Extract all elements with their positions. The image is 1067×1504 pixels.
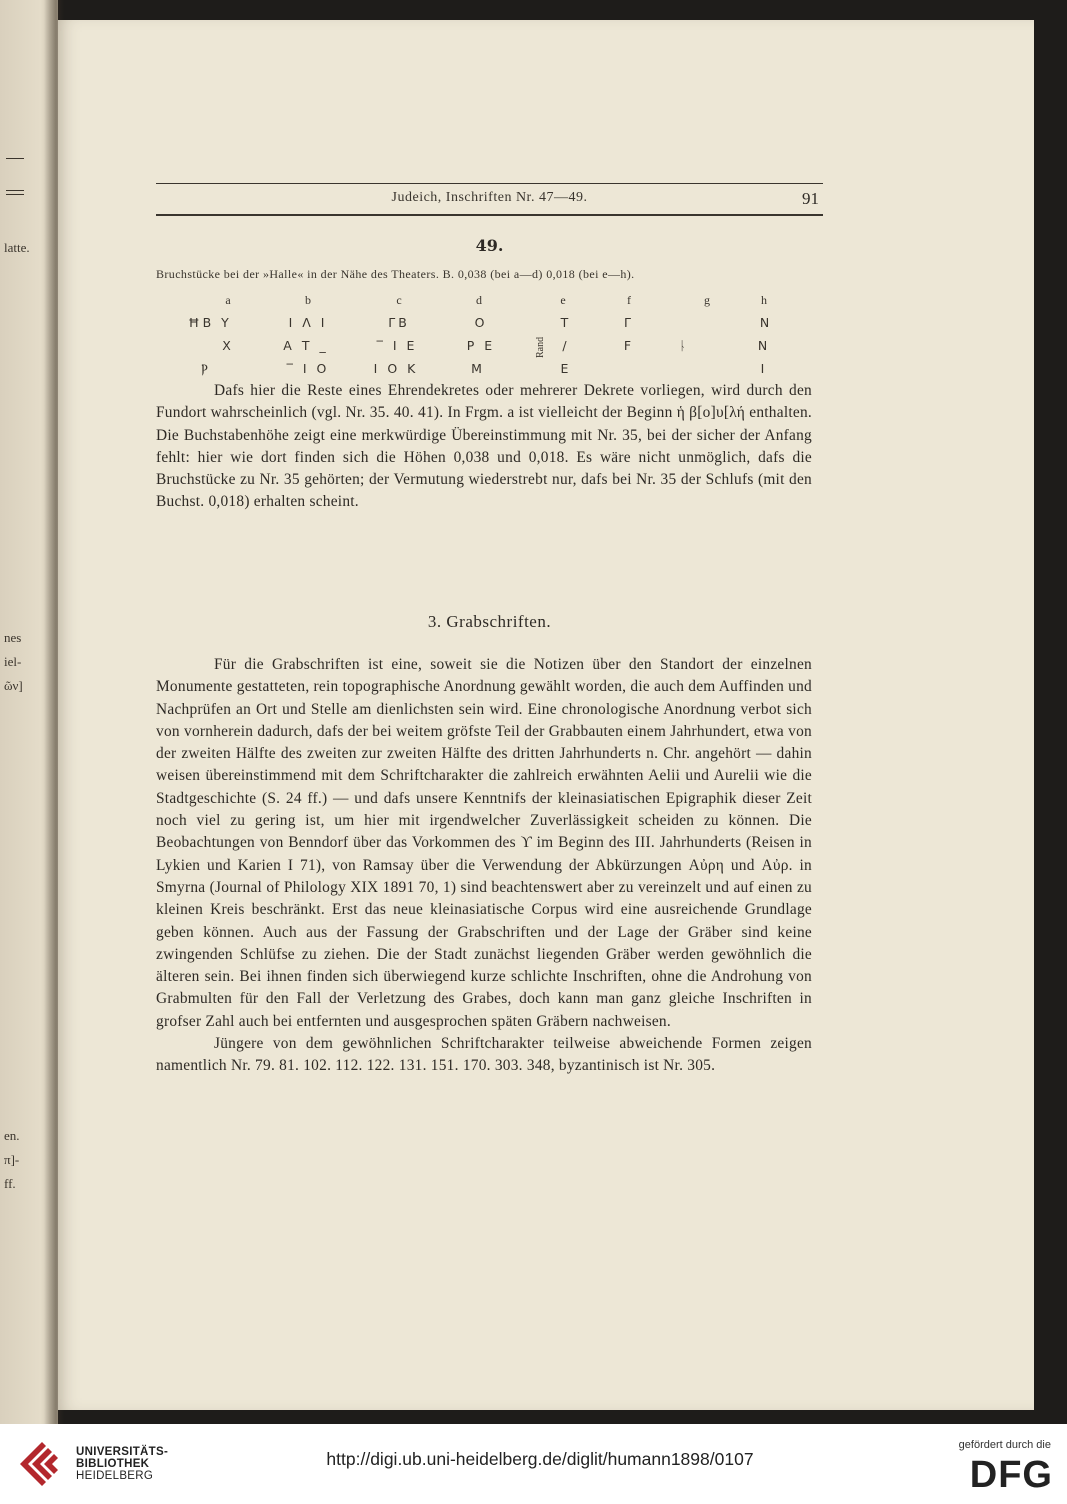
glyph-row-3 [156,361,823,381]
library-line: HEIDELBERG [76,1470,154,1482]
edge-rule [6,194,24,195]
section-title: 3. Grabschriften. [427,612,552,631]
paragraph-text: Dafs hier die Reste eines Ehrendekretes oder mehrerer Dekrete vorliegen, wird durch den Fundort wahrscheinlich (vgl. Nr. 35. 40. 41). In Frgm. a ist vielleicht der Beginn ἡ β[ο]υ[λή enthalten. Die Buchstabenhöhe zeigt eine merkwürdige Übereinstimmung mit Nr. 35, bei der sicher der Anfang fehlt: hier wie dort finden sich die Höhen 0,038 und 0,018. Es wäre nicht unmöglich, dafs die Bruchstücke zu Nr. 35 gehörten; der Vermutung wiederstrebt nur, dafs bei Nr. 35 der Schlufs (mit den Buchst. 0,018) erhalten scheint. [156,382,812,511]
paragraph-commentary [156,380,812,514]
glyph-row-1 [156,315,823,335]
glyph-cell: Γ [624,315,634,330]
fragment-label: g [704,293,710,307]
glyph-cell: I O K [373,361,419,376]
inscription-description: Bruchstücke bei der »Halle« in der Nähe des Theaters. B. 0,038 (bei a—d) 0,018 (bei e—h). [156,267,635,281]
edge-word: en. [4,1128,20,1143]
glyph-cell: O [474,315,488,330]
glyph-cell: ĦB Y [188,315,232,330]
funding-note: gefördert durch die [958,1439,1051,1451]
glyph-cell: F [623,338,635,353]
edge-word: ff. [4,1176,16,1191]
glyph-cell: ‾ I Ο [286,361,330,376]
library-line: UNIVERSITÄTS- [76,1446,169,1458]
edge-rule [6,190,24,191]
edge-word: latte. [4,240,30,255]
glyph-cell: P E [466,338,496,353]
glyph-cell: ‾ I Ε [376,338,418,353]
glyph-row-2 [156,338,823,358]
running-head-title: Judeich, Inschriften Nr. 47—49. [391,190,588,205]
glyph-cell: Ⲣ [201,361,211,376]
glyph-cell: ΓB [388,315,410,330]
glyph-cell: N [757,338,771,353]
fragment-label: c [396,293,402,307]
inscription-number: 49. [475,236,504,255]
glyph-cell: T [560,315,572,330]
university-logo-icon [18,1438,66,1490]
fragment-labels [156,293,823,313]
library-name [76,1446,168,1482]
paragraph-text: Jüngere von dem gewöhnlichen Schriftcharakter teilweise abweichende Formen zeigen namentlich Nr. 79. 81. 102. 112. 122. 131. 151. 170. 303. 348, byzantinisch ist Nr. 305. [156,1035,812,1075]
header-rule-bottom [156,214,823,216]
dfg-logo: DFG [969,1454,1053,1496]
glyph-cell: Ε [560,361,572,376]
page-number: 91 [802,189,819,208]
paragraph-grabschriften [156,654,812,1078]
fragment-label: d [476,293,482,307]
glyph-cell: ᚿ [678,338,690,353]
glyph-cell: M [471,361,485,376]
glyph-cell: I Λ I [288,315,328,330]
fragment-label: e [560,293,566,307]
running-head [156,190,823,212]
fragment-label: b [305,293,311,307]
permalink-url[interactable]: http://digi.ub.uni-heidelberg.de/diglit/humann1898/0107 [326,1449,754,1469]
edge-word: π]- [4,1152,20,1167]
glyph-cell: A T _ [283,338,329,353]
glyph-cell: X [222,338,234,353]
fragment-label: f [627,293,631,307]
glyph-cell: I [760,361,768,376]
glyph-cell: N [759,315,773,330]
fragment-label: h [761,293,767,307]
edge-rule [6,158,24,159]
footer-bar [0,1424,1067,1504]
glyph-cell: / [562,338,570,353]
library-line: BIBLIOTHEK [76,1458,150,1470]
edge-word: nes [4,630,22,645]
edge-word: ῶν] [4,678,23,693]
fragment-label: a [225,293,231,307]
paragraph-text: Für die Grabschriften ist eine, soweit sie die Notizen über den Standort der einzelnen Monumente gestatteten, rein topographische Anordnung gewählt worden, die auch dem Auffinden und Nachprüfen an Ort und Stelle am dienlichsten sein wird. Eine chronologische Anordnung verbot sich von vornherein dadurch, dafs der bei weitem gröfste Teil der Grabbauten einem Jahrhundert, etwa von der zweiten Hälfte des zweiten zur zweiten Hälfte des dritten Jahrhunderts n. Chr. angehört — dahin weisen übereinstimmend mit dem Schriftcharakter die zahlreich erwähnten Aelii und Aurelii wie die Stadtgeschichte (S. 24 ff.) — und dafs unsere Kenntnifs der kleinasiatischen Epigraphik dieser Zeit noch viel zu gering ist, um hier mit irgendwelcher Zuverlässigkeit scheiden zu können. Die Beobachtungen von Benndorf über das Vorkommen des ϒ im Beginn des III. Jahrhunderts (Reisen in Lykien und Karien I 71), von Ramsay über die Verwendung der Abkürzungen Αὐρη und Αὐρ. in Smyrna (Journal of Philology XIX 1891 70, 1) sind beachtenswert aber zu vereinzelt und auf einen zu kleinen Kreis beschränkt. Erst das neue kleinasiatische Corpus wird eine ausreichende Grundlage geben können. Auch aus der Fassung der Grabschriften und der Lage der Gräber sind keine zwingenden Schlüfse zu ziehen. Die der Stadt zunächst liegenden Gräber werden gewöhnlich die älteren sein. Bei ihnen finden sich überwiegend kurze schlichte Inschriften, ohne die Androhung von Grabmulten für den Fall der Verletzung des Grabes, doch kann man ganz gleiche Inschriften in grofser Zahl auch bei entfernten und ausgesprochen späten Gräbern nachweisen. [156,656,812,1030]
edge-word: iel- [4,654,22,669]
header-rule-top [156,183,823,184]
rand-label: Rand [535,336,546,358]
